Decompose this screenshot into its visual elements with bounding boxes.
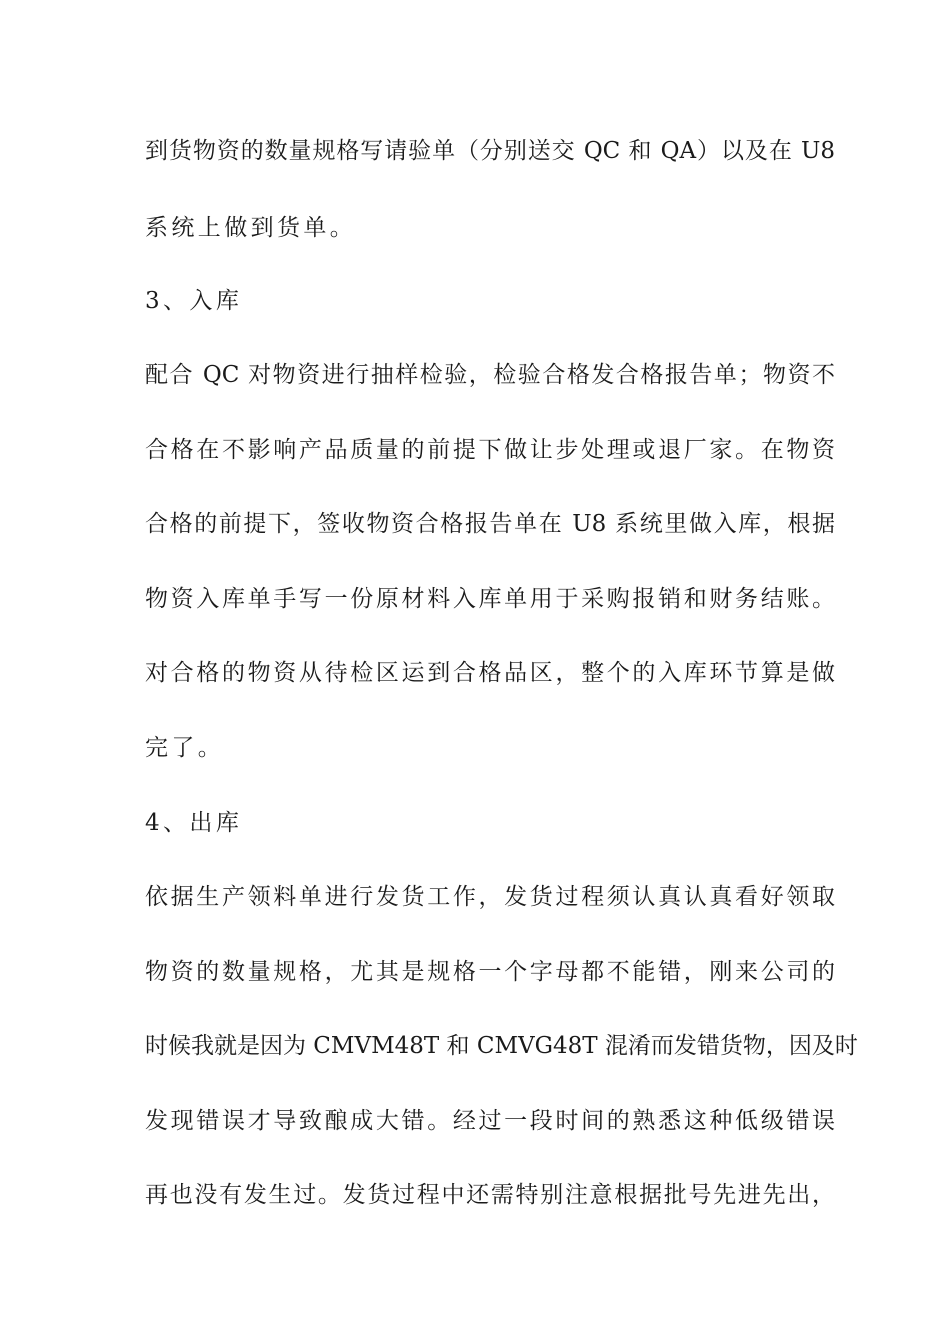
text-line: 再也没有发生过。发货过程中还需特别注意根据批号先进先出， <box>145 1182 835 1208</box>
text-line: 物资的数量规格，尤其是规格一个字母都不能错，刚来公司的 <box>145 959 835 985</box>
text-line: 完了。 <box>145 735 225 761</box>
section-heading-outbound: 4、出库 <box>145 810 243 836</box>
text-line: 对合格的物资从待检区运到合格品区，整个的入库环节算是做 <box>145 660 835 686</box>
text-line: 配合 QC 对物资进行抽样检验，检验合格发合格报告单；物资不 <box>145 362 835 388</box>
text-line: 系统上做到货单。 <box>145 215 357 241</box>
text-line: 发现错误才导致酿成大错。经过一段时间的熟悉这种低级错误 <box>145 1108 835 1134</box>
text-line: 合格在不影响产品质量的前提下做让步处理或退厂家。在物资 <box>145 437 835 463</box>
text-line: 依据生产领料单进行发货工作，发货过程须认真认真看好领取 <box>145 884 835 910</box>
text-line: 合格的前提下，签收物资合格报告单在 U8 系统里做入库，根据 <box>145 511 835 537</box>
text-line: 到货物资的数量规格写请验单（分别送交 QC 和 QA）以及在 U8 <box>145 138 835 164</box>
section-heading-inbound: 3、入库 <box>145 288 243 314</box>
text-line: 物资入库单手写一份原材料入库单用于采购报销和财务结账。 <box>145 586 835 612</box>
text-line: 时候我就是因为 CMVM48T 和 CMVG48T 混淆而发错货物，因及时 <box>145 1033 858 1059</box>
